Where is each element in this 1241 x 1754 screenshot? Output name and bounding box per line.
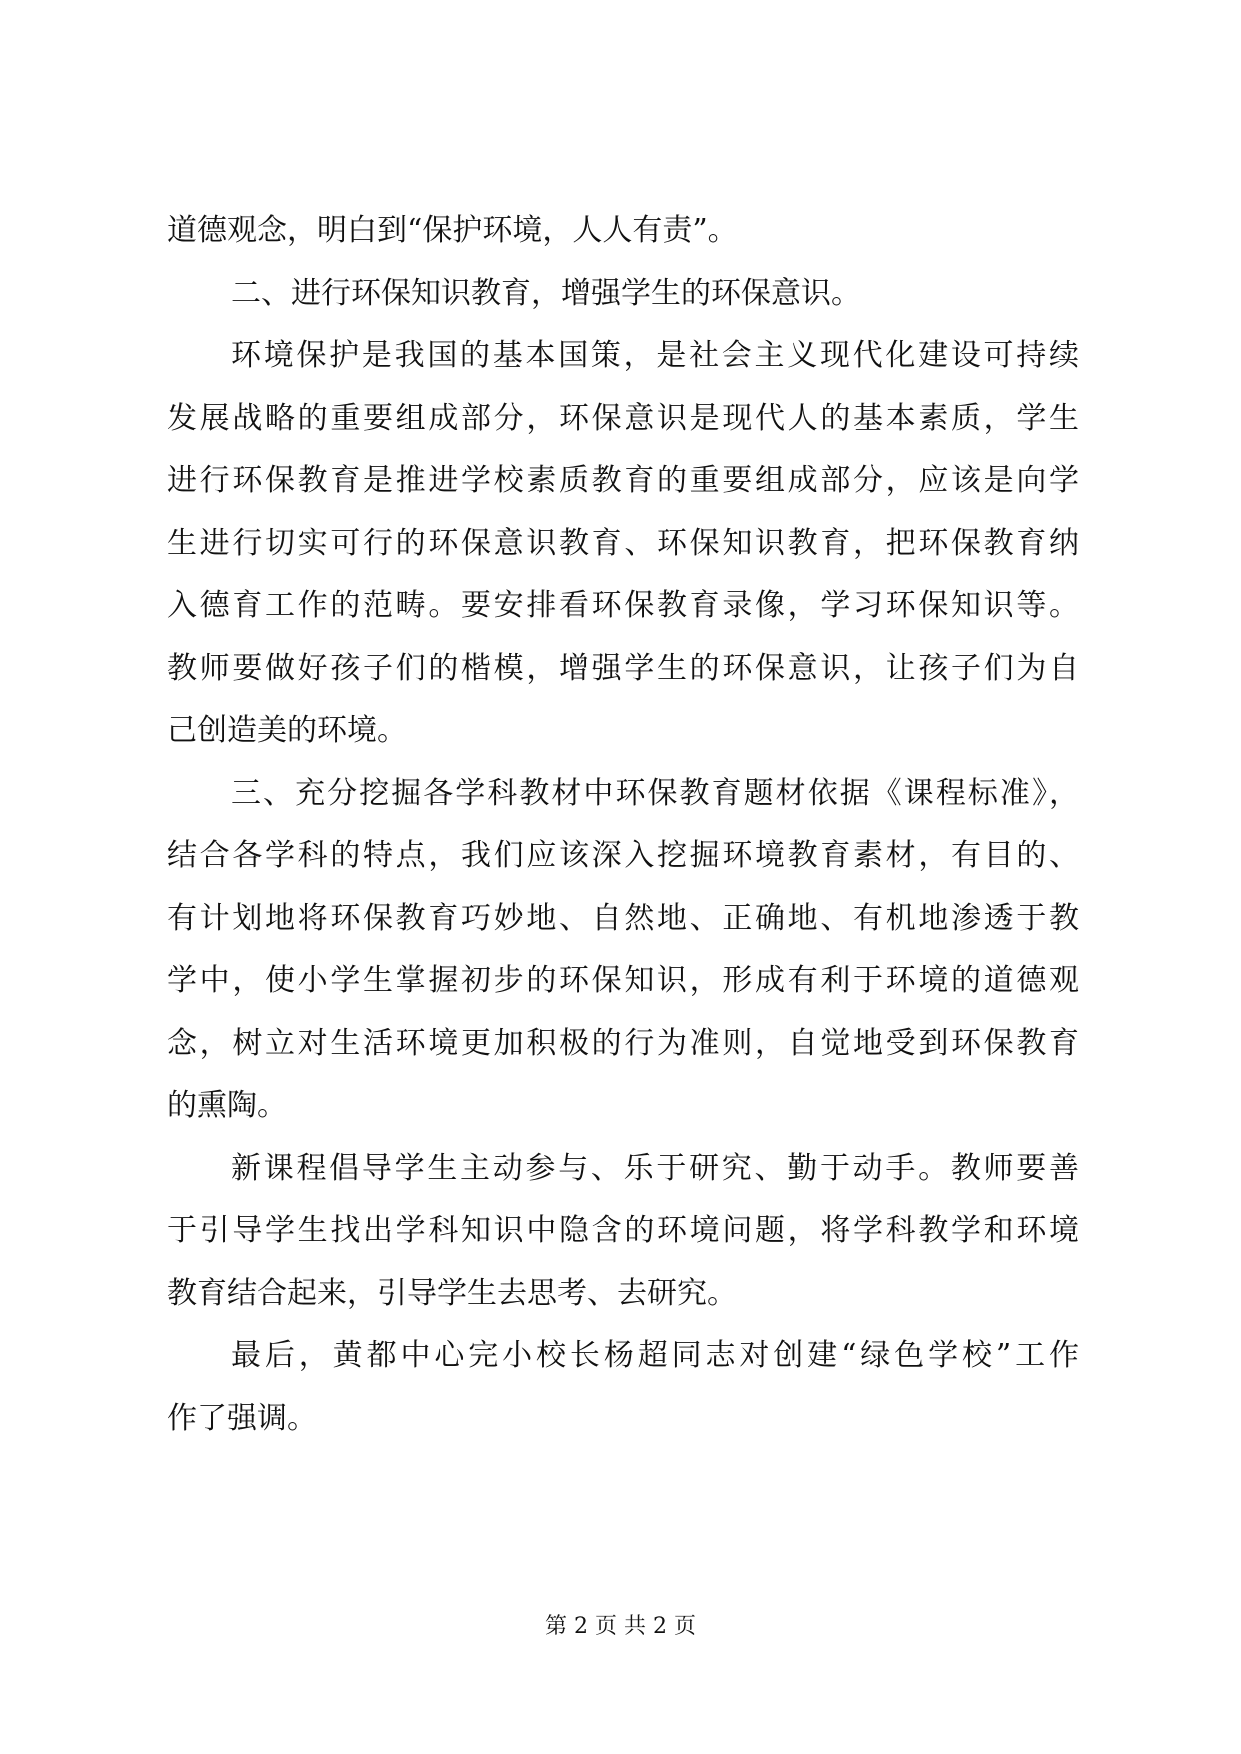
section-heading-2: 二、进行环保知识教育，增强学生的环保意识。 [231, 275, 861, 311]
paragraph-line: 教育结合起来，引导学生去思考、去研究。 [167, 1275, 737, 1311]
paragraph-line: 结合各学科的特点，我们应该深入挖掘环境教育素材，有目的、 [167, 838, 1079, 873]
paragraph-line: 环境保护是我国的基本国策，是社会主义现代化建设可持续 [231, 338, 1079, 373]
paragraph-line: 道德观念，明白到“保护环境，人人有责”。 [167, 213, 738, 248]
paragraph-line: 进行环保教育是推进学校素质教育的重要组成部分，应该是向学 [167, 463, 1079, 498]
document-body [167, 200, 1079, 1450]
paragraph-line: 生进行切实可行的环保意识教育、环保知识教育，把环保教育纳 [167, 525, 1079, 561]
paragraph-line: 新课程倡导学生主动参与、乐于研究、勤于动手。教师要善 [231, 1150, 1079, 1186]
paragraph-line: 于引导学生找出学科知识中隐含的环境问题，将学科教学和环境 [167, 1213, 1079, 1248]
paragraph-line: 作了强调。 [167, 1400, 317, 1436]
paragraph-line: 发展战略的重要组成部分，环保意识是现代人的基本素质，学生 [167, 400, 1079, 436]
paragraph-line: 教师要做好孩子们的楷模，增强学生的环保意识，让孩子们为自 [167, 650, 1079, 686]
page-number-footer: 第 2 页 共 2 页 [545, 1614, 696, 1639]
paragraph-line: 最后，黄都中心完小校长杨超同志对创建“绿色学校”工作 [231, 1338, 1079, 1373]
section-heading-3: 三、充分挖掘各学科教材中环保教育题材依据《课程标准》， [231, 775, 1079, 811]
paragraph-line: 入德育工作的范畴。要安排看环保教育录像，学习环保知识等。 [167, 588, 1079, 623]
paragraph-line: 念，树立对生活环境更加积极的行为准则，自觉地受到环保教育 [167, 1025, 1079, 1061]
paragraph-line: 学中，使小学生掌握初步的环保知识，形成有利于环境的道德观 [167, 963, 1079, 998]
paragraph-line: 有计划地将环保教育巧妙地、自然地、正确地、有机地渗透于教 [167, 900, 1079, 936]
paragraph-line: 的熏陶。 [167, 1088, 287, 1123]
paragraph-line: 己创造美的环境。 [167, 713, 407, 748]
